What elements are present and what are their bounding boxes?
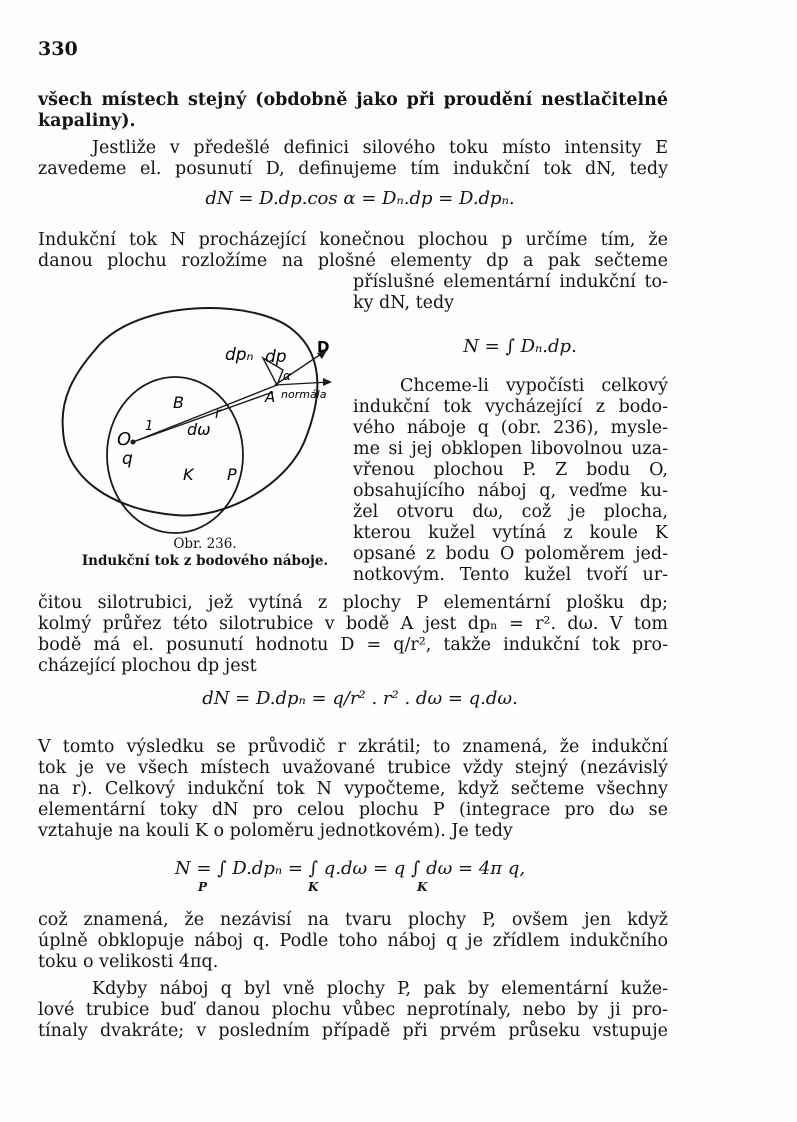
integral-limit: K bbox=[417, 880, 428, 894]
paragraph-line: úplně obklopuje náboj q. Podle toho náboj q je zřídlem indukčního bbox=[38, 931, 668, 951]
label-r: r bbox=[215, 404, 222, 422]
label-alpha: α bbox=[283, 369, 291, 383]
equation-flux-element: dN = D.dp.cos α = Dₙ.dp = D.dpₙ. bbox=[205, 188, 515, 209]
paragraph-line: cházející plochou dp jest bbox=[38, 656, 257, 676]
paragraph-line: zavedeme el. posunutí D, definujeme tím indukční tok dN, tedy bbox=[38, 159, 668, 179]
integral-limit: P bbox=[198, 880, 208, 894]
figure-caption-number: Obr. 236. bbox=[173, 536, 237, 552]
paragraph-line: Chceme-li vypočísti celkový bbox=[400, 376, 668, 396]
label-D: D bbox=[317, 338, 330, 356]
paragraph-line: na r). Celkový indukční tok N vypočteme, když sečteme všechny bbox=[38, 779, 668, 799]
paragraph-line: což znamená, že nezávisí na tvaru plochy P, ovšem jen když bbox=[38, 910, 668, 930]
paragraph-line: tok je ve všech místech uvažované trubice vždy stejný (nezávislý bbox=[38, 758, 668, 778]
label-q: q bbox=[122, 449, 133, 469]
paragraph-line: elementární toky dN pro celou plochu P (integrace pro dω se bbox=[38, 800, 668, 820]
equation-flux-charge: dN = D.dpₙ = q/r² . r² . dω = q.dω. bbox=[202, 688, 518, 709]
paragraph-line: tínaly dvakráte; v posledním případě při prvém průseku vstupuje bbox=[38, 1021, 668, 1041]
label-domega: dω bbox=[187, 420, 211, 439]
charge-point-O bbox=[131, 440, 136, 445]
paragraph-line: kolmý průřez této silotrubice v bodě A jest dpₙ = r². dω. V tom bbox=[38, 614, 668, 634]
paragraph-line: indukční tok vycházející z bodo- bbox=[353, 397, 668, 417]
figure-236 bbox=[55, 290, 350, 540]
paragraph-line: V tomto výsledku se průvodič r zkrátil; to znamená, že indukční bbox=[38, 737, 668, 757]
paragraph-line: ky dN, tedy bbox=[353, 293, 455, 313]
label-P: P bbox=[227, 465, 237, 484]
paragraph-line: notkovým. Tento kužel tvoří ur- bbox=[353, 565, 668, 585]
paragraph-line: všech místech stejný (obdobně jako při proudění nestlačitelné bbox=[38, 90, 668, 110]
figure-caption-text: Indukční tok z bodového náboje. bbox=[81, 553, 329, 569]
paragraph-line: danou plochu rozložíme na plošné elementy dp a pak sečteme bbox=[38, 251, 668, 271]
paragraph-line: bodě má el. posunutí hodnotu D = q/r², takže indukční tok pro- bbox=[38, 635, 668, 655]
paragraph-line: Jestliže v předešlé definici silového toku místo intensity E bbox=[92, 138, 668, 158]
paragraph-line: čitou silotrubici, jež vytíná z plochy P elementární plošku dp; bbox=[38, 593, 668, 613]
label-K: K bbox=[183, 465, 194, 484]
paragraph-line: opsané z bodu O poloměrem jed- bbox=[353, 544, 668, 564]
page-number: 330 bbox=[38, 38, 78, 60]
label-dp: dp bbox=[265, 347, 287, 367]
label-O: O bbox=[117, 429, 132, 450]
integral-limit: K bbox=[308, 880, 319, 894]
paragraph-line: toku o velikosti 4πq. bbox=[38, 952, 219, 972]
label-dpn: dpₙ bbox=[225, 345, 254, 365]
paragraph-line: vého náboje q (obr. 236), mysle- bbox=[353, 418, 668, 438]
figure-diagram bbox=[55, 290, 350, 540]
paragraph-line: Indukční tok N procházející konečnou plochou p určíme tím, že bbox=[38, 230, 668, 250]
paragraph-line: obsahujícího náboj q, veďme ku- bbox=[353, 481, 668, 501]
label-B: B bbox=[173, 393, 184, 412]
paragraph-line: kterou kužel vytíná z koule K bbox=[353, 523, 668, 543]
equation-total-flux: N = ∫ Dₙ.dp. bbox=[463, 336, 577, 357]
equation-gauss: N = ∫ D.dpₙ = ∫ q.dω = q ∫ dω = 4π q, bbox=[174, 858, 526, 879]
paragraph-line: žel otvoru dω, což je plocha, bbox=[353, 502, 668, 522]
label-1: 1 bbox=[145, 419, 154, 434]
paragraph-line: příslušné elementární indukční to- bbox=[353, 272, 668, 292]
paragraph-line: Kdyby náboj q byl vně plochy P, pak by elementární kuže- bbox=[92, 979, 668, 999]
paragraph-line: me si jej obklopen libovolnou uza- bbox=[353, 439, 668, 459]
paragraph-line: vztahuje na kouli K o poloměru jednotkovém). Je tedy bbox=[38, 821, 513, 841]
label-A: A bbox=[265, 388, 276, 406]
label-normala: normála bbox=[281, 388, 327, 401]
paragraph-line: kapaliny). bbox=[38, 111, 136, 131]
surface-P bbox=[63, 308, 318, 515]
paragraph-line: vřenou plochou P. Z bodu O, bbox=[353, 460, 668, 480]
normal-vector-arrow bbox=[323, 378, 332, 386]
paragraph-line: lové trubice buď danou plochu vůbec neprotínaly, nebo by ji pro- bbox=[38, 1000, 668, 1020]
